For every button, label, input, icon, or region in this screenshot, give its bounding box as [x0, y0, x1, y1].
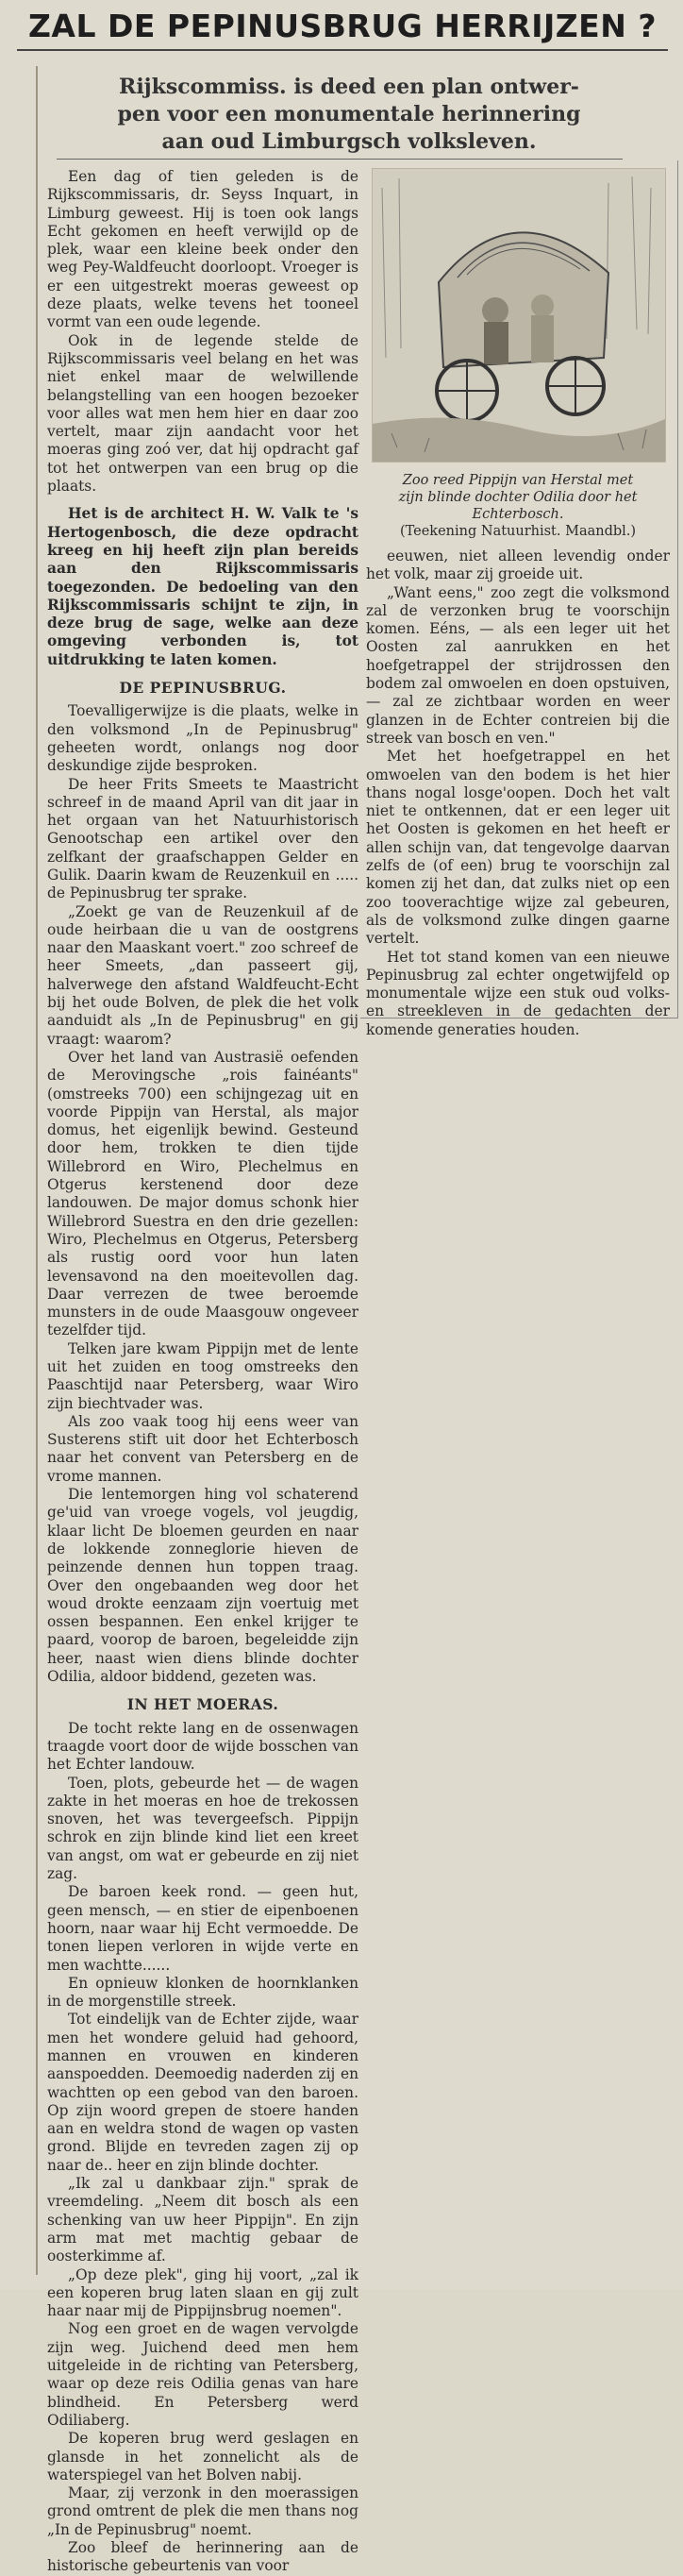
- subtitle-line: aan oud Limburgsch volksleven.: [161, 129, 537, 154]
- paragraph: Het tot stand komen van een nieuwe Pepinusbrug zal echter ongetwijfeld op monumentale wijze een stuk oud volks- en streekleven in de gedachten der komende generaties houden.: [366, 948, 670, 1038]
- paragraph: „Want eens," zoo zegt die volksmond zal de verzonken brug te voorschijn komen. Eéns, — als een leger uit het Oosten zal aanrukken en het hoefgetrappel der strijdrossen den bodem zal omwoelen en doen opstuiven, — zal ze zichtbaar worden en weer glanzen in de Echter contreien bij die streek van bosch en ven.": [366, 583, 670, 747]
- section-heading: DE PEPINUSBRUG.: [119, 679, 287, 698]
- caption-line: Echterbosch.: [472, 507, 564, 522]
- subtitle-line: Rijkscommiss. is deed een plan ontwer-: [119, 75, 579, 99]
- paragraph: Tot eindelijk van de Echter zijde, waar men het wondere geluid had gehoord, mannen en vrouwen en kinderen aanspoedden. Deemoedig naderden zij en wachtten op een gebod van den baroen. Op zijn woord grepen de stoere handen aan en weldra stond de wagen op vasten grond. Blijde en tevreden zagen zij op naar de.. heer en zijn blinde dochter.: [47, 2011, 358, 2174]
- paragraph: De baroen keek rond. — geen hut, geen mensch, — en stier de eipenboenen hoorn, naar waar hij Echt vermoedde. De tonen liepen verloren in wijde verte en men wachtte......: [47, 1883, 358, 1974]
- paragraph: „Zoekt ge van de Reuzenkuil af de oude heirbaan die u van de oostgrens naar den Maaskant voert." zoo schreef de heer Smeets, „dan passeert gij, halverwege den afstand Waldfeucht-Echt bij het oude Bolven, de plek die het volk aanduidt als „In de Pepinusbrug" en gij vraagt: waarom?: [47, 902, 358, 1048]
- paragraph: De heer Frits Smeets te Maastricht schreef in de maand April van dit jaar in het orgaan van het Natuurhistorisch Genootschap een artikel over den zelfkant der graafschappen Gelder en Gulik. Daarin kwam de Reuzenkuil en ..... de Pepinusbrug ter sprake.: [47, 775, 358, 902]
- paragraph: Met het hoefgetrappel en het omwoelen van den bodem is het hier thans nogal losge'oopen. Doch het valt niet te ontkennen, dat er een leger uit het Oosten is gekomen en het heeft er allen schijn van, dat tengevolge daarvan zelfs de (of een) brug te voorschijn zal komen zij het dan, dat zulks niet op een zoo tooverachtige wijze zal gebeuren, als de volksmond zulke dingen gaarne vertelt.: [366, 748, 670, 948]
- title-rule: [17, 49, 668, 51]
- paragraph: Zoo bleef de herinnering aan de historische gebeurtenis van voor: [47, 2539, 358, 2575]
- paragraph: eeuwen, niet alleen levendig onder het volk, maar zij groeide uit.: [366, 547, 670, 583]
- right-column: [366, 168, 670, 1039]
- paragraph: Als zoo vaak toog hij eens weer van Susterens stift uit door het Echterbosch naar het convent van Petersberg en de vrome mannen.: [47, 1412, 358, 1485]
- caption-line: Zoo reed Pippijn van Herstal met: [402, 473, 634, 488]
- paragraph: Die lentemorgen hing vol schaterend ge'uid van vroege vogels, vol jeugdig, klaar licht De bloemen geurden en naar de lokkende zonneglorie hieven de peinzende dennen hun toppen traag. Over den ongebaanden weg door het woud drokte eenzaam zijn voertuig met ossen bespannen. Een enkel krijger te paard, voorop de baroen, begeleidde zijn heer, naast wien diens blinde dochter Odilia, aldoor biddend, gezeten was.: [47, 1486, 358, 1686]
- illustration: [372, 168, 666, 463]
- paragraph: En opnieuw klonken de hoornklanken in de morgenstille streek.: [47, 1974, 358, 2011]
- clipping-edge: [36, 66, 38, 2275]
- paragraph: Ook in de legende stelde de Rijkscommissaris veel belang en het was niet enkel maar de welwillende belangstelling van een hoogen bezoeker voor alles wat men hem hier en daar zoo vertelt, maar zijn aandacht voor het moeras ging zoó ver, dat hij opdracht gaf tot het ontwerpen van een brug op die plaats.: [47, 331, 358, 496]
- paragraph: „Op deze plek", ging hij voort, „zal ik een koperen brug laten slaan en gij zult haar naar mij de Pippijnsbrug noemen".: [47, 2265, 358, 2320]
- illustration-caption: [366, 472, 670, 540]
- paragraph: Een dag of tien geleden is de Rijkscommissaris, dr. Seyss Inquart, in Limburg geweest. Hij is toen ook langs Echt gekomen en heeft verwijld op de plek, waar een kleine beek onder den weg Pey-Waldfeucht doorloopt. Vroeger is er een uitgestrekt moeras geweest op deze plaats, welke tevens het tooneel vormt van een oude legende.: [47, 168, 358, 331]
- section-heading: IN HET MOERAS.: [126, 1695, 279, 1714]
- paragraph: „Ik zal u dankbaar zijn." sprak de vreemdeling. „Neem dit bosch als een schenking van uw heer Pippijn". En zijn arm mat met machtig gebaar de oosterkimme af.: [47, 2175, 358, 2265]
- ox-wagon-drawing: [373, 169, 665, 462]
- article-subtitle: [66, 74, 632, 156]
- paragraph: De tocht rekte lang en de ossenwagen traagde voort door de wijde bosschen van het Echter landouw.: [47, 1719, 358, 1774]
- paragraph: Maar, zij verzonk in den moerassigen grond omtrent de plek die men thans nog „In de Pepinusbrug" noemt.: [47, 2484, 358, 2538]
- subtitle-rule: [57, 159, 623, 160]
- paragraph: Toevalligerwijze is die plaats, welke in den volksmond „In de Pepinusbrug" geheeten wordt, onlangs nog door deskundige zijde besproken.: [47, 702, 358, 775]
- caption-line: zijn blinde dochter Odilia door het: [398, 490, 638, 505]
- paragraph: Over het land van Austrasië oefenden de Merovingsche „rois fainéants" (omstreeks 700) een schijngezag uit en voorde Pippijn van Herstal, als major domus, het eigenlijk bewind. Gesteund door hem, trokken te dien tijde Willebrord en Wiro, Plechelmus en Otgerus kerstenend door deze landouwen. De major domus schonk hier Willebrord Suestra en den drie gezellen: Wiro, Plechelmus en Otgerus, Petersberg als rustig oord voor hun laten levensavond na den moeitevollen dag. Daar verrezen de twee beroemde munsters in de oude Maasgouw ongeveer tezelfder tijd.: [47, 1048, 358, 1339]
- left-column: [47, 168, 358, 2576]
- paragraph: Telken jare kwam Pippijn met de lente uit het zuiden en toog omstreeks den Paaschtijd naar Petersberg, waar Wiro zijn biechtvader was.: [47, 1339, 358, 1412]
- bold-paragraph: Het is de architect H. W. Valk te 's Hertogenbosch, die deze opdracht kreeg en hij heeft zijn plan bereids aan den Rijkscommissaris toegezonden. De bedoeling van den Rijkscommissaris schijnt te zijn, in deze brug de sage, welke aan deze omgeving verbonden is, tot uitdrukking te laten komen.: [47, 505, 358, 668]
- paragraph: Toen, plots, gebeurde het — de wagen zakte in het moeras en hoe de trekossen snoven, het was tevergeefsch. Pippijn schrok en zijn blinde kind liet een kreet van angst, om wat er gebeurde en zij niet zag.: [47, 1774, 358, 1883]
- paragraph: Nog een groet en de wagen vervolgde zijn weg. Juichend deed men hem uitgeleide in de richting van Petersberg, waar op deze reis Odilia genas van hare blindheid. En Petersberg werd Odiliaberg.: [47, 2320, 358, 2429]
- subtitle-line: pen voor een monumentale herinnering: [117, 102, 581, 126]
- article-title: ZAL DE PEPINUSBRUG HERRIJZEN ?: [28, 8, 657, 44]
- caption-credit: (Teekening Natuurhist. Maandbl.): [399, 524, 637, 539]
- paragraph: De koperen brug werd geslagen en glansde in het zonnelicht als de waterspiegel van het Bolven nabij.: [47, 2430, 358, 2483]
